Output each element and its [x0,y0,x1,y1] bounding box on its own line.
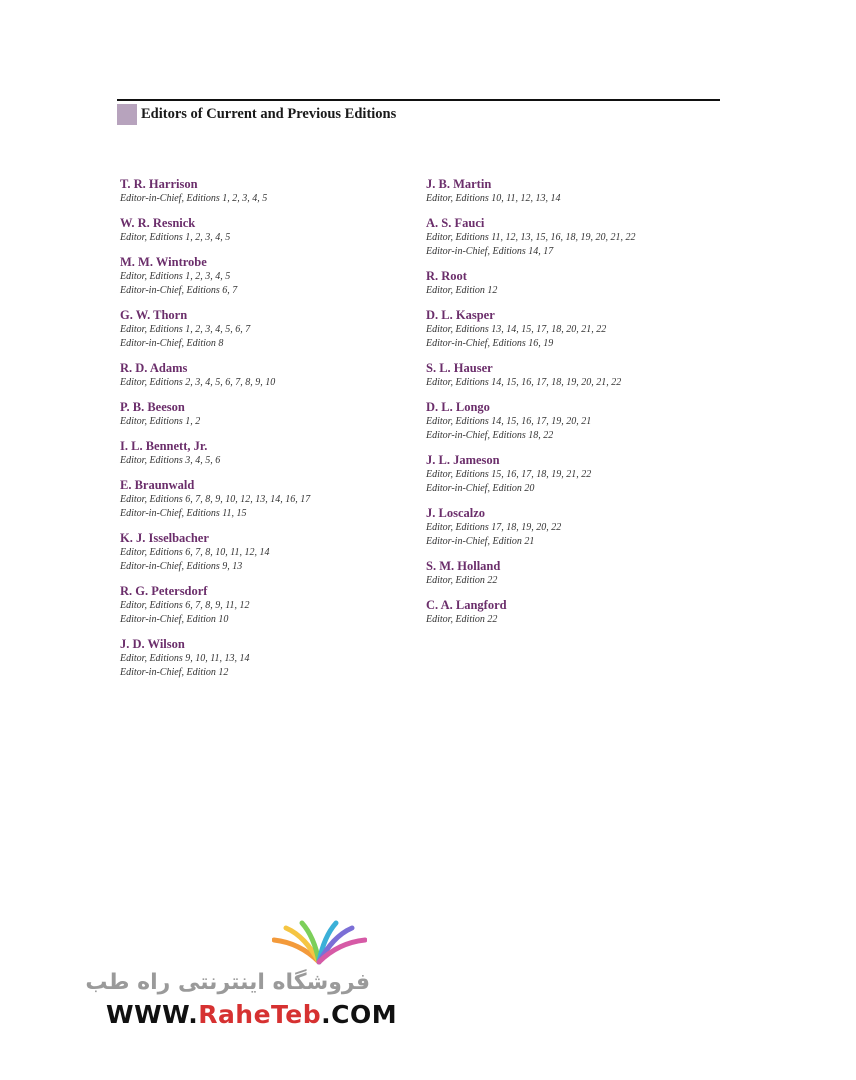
editor-name: D. L. Longo [426,400,490,414]
editor-role-line: Editor-in-Chief, Editions 11, 15 [120,508,247,519]
editor-entry [120,583,420,627]
editor-role-line: Editor, Editions 11, 12, 13, 15, 16, 18, 19, 20, 21, 22 [426,232,636,243]
editor-name: E. Braunwald [120,478,195,492]
editor-role-line: Editor-in-Chief, Edition 20 [426,483,535,494]
editor-name: J. Loscalzo [426,506,486,520]
editor-entry [426,452,726,496]
watermark-logo [85,920,398,1030]
editor-role-line: Editor, Editions 1, 2, 3, 4, 5 [120,271,231,282]
editor-role-line: Editor-in-Chief, Editions 9, 13 [120,561,243,572]
editor-name: J. B. Martin [426,177,492,191]
editor-name: T. R. Harrison [120,177,198,191]
watermark-persian-text: فروشگاه اینترنتی راه طب [85,970,370,995]
editor-role-line: Editor-in-Chief, Edition 21 [426,536,535,547]
editor-name: A. S. Fauci [426,216,485,230]
editor-role-line: Editor, Editions 6, 7, 8, 9, 11, 12 [120,600,250,611]
editor-name: M. M. Wintrobe [120,255,207,269]
editor-name: P. B. Beeson [120,400,185,414]
editor-role-line: Editor, Editions 6, 7, 8, 9, 10, 12, 13, 14, 16, 17 [120,494,311,505]
editor-entry [426,176,726,206]
editor-entry [426,360,726,390]
editor-role-line: Editor, Editions 17, 18, 19, 20, 22 [426,522,562,533]
editor-role-line: Editor-in-Chief, Edition 12 [120,667,229,678]
editor-role-line: Editor-in-Chief, Edition 8 [120,338,224,349]
editor-role-line: Editor, Edition 22 [426,575,498,586]
editor-name: R. Root [426,269,467,283]
header-color-box [117,104,137,125]
editor-name: R. G. Petersdorf [120,584,208,598]
editors-right-column [426,176,726,636]
editor-role-line: Editor-in-Chief, Editions 6, 7 [120,285,238,296]
editor-name: J. D. Wilson [120,637,185,651]
editor-role-line: Editor, Editions 1, 2 [120,416,201,427]
editor-name: S. L. Hauser [426,361,493,375]
editor-name: D. L. Kasper [426,308,495,322]
editor-name: S. M. Holland [426,559,501,573]
editor-entry [426,399,726,443]
editor-entry [120,438,420,468]
editor-entry [120,254,420,298]
editor-name: G. W. Thorn [120,308,188,322]
editor-role-line: Editor-in-Chief, Edition 10 [120,614,229,625]
page-title: Editors of Current and Previous Editions [141,106,397,122]
editor-entry [426,307,726,351]
editor-name: R. D. Adams [120,361,188,375]
editor-entry [120,636,420,680]
editor-name: I. L. Bennett, Jr. [120,439,208,453]
editor-entry [426,558,726,588]
editor-entry [120,530,420,574]
editor-name: C. A. Langford [426,598,507,612]
editor-role-line: Editor, Editions 14, 15, 16, 17, 19, 20, 21 [426,416,592,427]
editor-role-line: Editor, Editions 10, 11, 12, 13, 14 [426,193,561,204]
editor-role-line: Editor, Editions 15, 16, 17, 18, 19, 21, 22 [426,469,592,480]
editor-role-line: Editor, Editions 14, 15, 16, 17, 18, 19, 20, 21, 22 [426,377,622,388]
editor-role-line: Editor, Edition 12 [426,285,498,296]
editor-role-line: Editor, Editions 2, 3, 4, 5, 6, 7, 8, 9, 10 [120,377,276,388]
editor-role-line: Editor, Editions 13, 14, 15, 17, 18, 20, 21, 22 [426,324,607,335]
editor-role-line: Editor, Edition 22 [426,614,498,625]
editor-role-line: Editor-in-Chief, Editions 18, 22 [426,430,554,441]
editor-role-line: Editor-in-Chief, Editions 1, 2, 3, 4, 5 [120,193,268,204]
editor-entry [426,215,726,259]
editors-left-column [120,176,420,689]
editor-role-line: Editor, Editions 3, 4, 5, 6 [120,455,221,466]
editor-entry [120,307,420,351]
watermark-url [106,1000,397,1029]
editor-name: W. R. Resnick [120,216,196,230]
editor-role-line: Editor-in-Chief, Editions 14, 17 [426,246,554,257]
url-suffix: .COM [321,1000,398,1029]
editor-entry [120,477,420,521]
editor-entry [120,176,420,206]
open-book-fan-icon [272,920,367,965]
editor-entry [426,268,726,298]
editor-entry [120,215,420,245]
editor-role-line: Editor, Editions 6, 7, 8, 10, 11, 12, 14 [120,547,270,558]
header-rule [117,99,720,101]
editor-name: K. J. Isselbacher [120,531,209,545]
url-brand: RaheTeb [198,1000,322,1029]
editor-role-line: Editor, Editions 1, 2, 3, 4, 5 [120,232,231,243]
editor-role-line: Editor-in-Chief, Editions 16, 19 [426,338,554,349]
editor-entry [120,360,420,390]
editor-role-line: Editor, Editions 9, 10, 11, 13, 14 [120,653,250,664]
url-prefix: WWW. [106,1000,199,1029]
editor-role-line: Editor, Editions 1, 2, 3, 4, 5, 6, 7 [120,324,251,335]
editor-entry [426,597,726,627]
editor-entry [120,399,420,429]
editor-name: J. L. Jameson [426,453,500,467]
editor-entry [426,505,726,549]
